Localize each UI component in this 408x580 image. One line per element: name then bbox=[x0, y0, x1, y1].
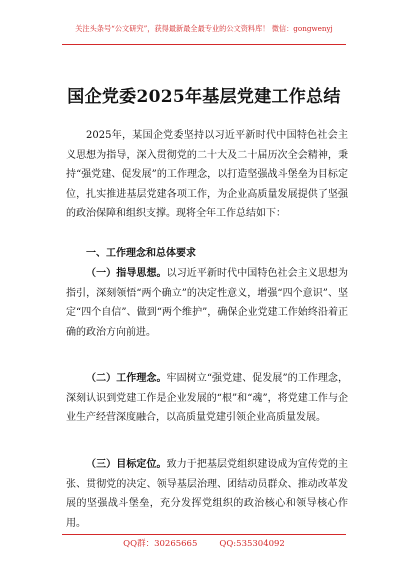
paragraph-text: 牢固树立“强党建、促发展”的工作理念，深刻认识到党建工作是企业发展的“根”和“魂”，将党建工作与企业生产经营深度融合，以高质量党建引领企业高质量发展。 bbox=[66, 373, 348, 424]
footer-qq: QQ:535304092 bbox=[219, 539, 285, 549]
paragraph-lead: （三）目标定位。 bbox=[86, 459, 167, 470]
paragraph-goal-positioning bbox=[66, 455, 348, 533]
paragraph-lead: （二）工作理念。 bbox=[86, 373, 167, 384]
footer-qq-group: QQ群：30265665 bbox=[123, 539, 198, 549]
header-banner: 关注头条号“公文研究”，获得最新最全最专业的公文资料库！ 微信：gongwenyj bbox=[75, 24, 333, 33]
paragraph-lead: （一）指导思想。 bbox=[86, 268, 167, 279]
section-heading: 一、工作理念和总体要求 bbox=[86, 248, 196, 259]
paragraph-guiding-ideology bbox=[66, 264, 348, 342]
paragraph-text: 致力于把基层党组织建设成为宣传党的主张、贯彻党的决定、领导基层治理、团结动员群众、推动改革发展的坚强战斗堡垒，充分发挥党组织的政治核心和领导核心作用。 bbox=[66, 459, 349, 529]
header-divider bbox=[62, 44, 346, 45]
paragraph-work-philosophy bbox=[66, 369, 348, 428]
footer-contact bbox=[0, 537, 408, 549]
footer-divider bbox=[62, 534, 346, 535]
document-title: 国企党委2025年基层党建工作总结 bbox=[67, 87, 341, 107]
intro-paragraph: 2025年，某国企党委坚持以习近平新时代中国特色社会主义思想为指导，深入贯彻党的二十大及二十届历次全会精神，秉持“强党建、促发展”的工作理念，以打造坚强战斗堡垒为目标定位，扎实推进基层党建各项工作，为企业高质量发展提供了坚强的政治保障和组织支撑。现将全年工作总结如下： bbox=[66, 130, 348, 220]
paragraph-text: 以习近平新时代中国特色社会主义思想为指引，深刻领悟“两个确立”的决定性意义，增强“四个意识”、坚定“四个自信”、做到“两个维护”，确保企业党建工作始终沿着正确的政治方向前进。 bbox=[66, 268, 349, 338]
